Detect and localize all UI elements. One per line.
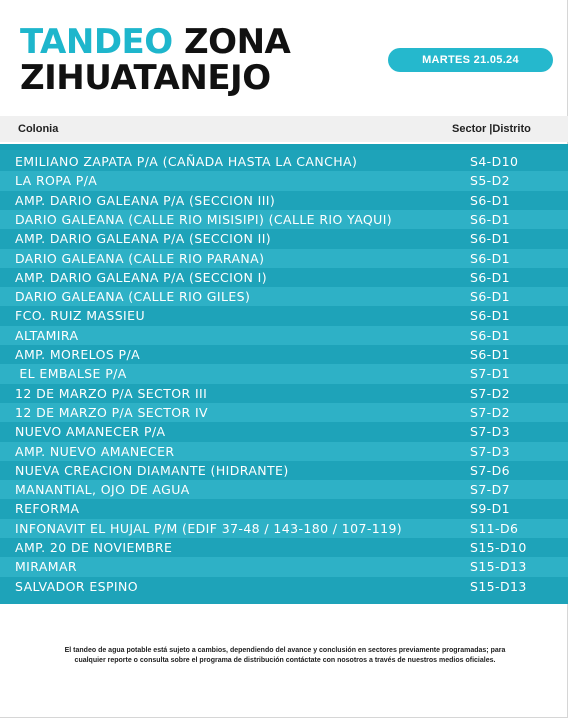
table-row (0, 384, 568, 403)
row-sector-distrito: S6-D1 (470, 231, 510, 247)
row-sector-distrito: S6-D1 (470, 192, 510, 208)
row-colonia: AMP. DARIO GALEANA P/A (SECCION II) (15, 231, 272, 247)
row-sector-distrito: S7-D3 (470, 443, 510, 459)
row-sector-distrito: S6-D1 (470, 347, 510, 362)
row-colonia: FCO. RUIZ MASSIEU (15, 308, 145, 324)
table-row (0, 268, 568, 287)
row-colonia: DARIO GALEANA (CALLE RIO GILES) (15, 289, 251, 305)
row-colonia: REFORMA (15, 501, 80, 517)
row-colonia: NUEVA CREACION DIAMANTE (HIDRANTE) (15, 462, 289, 478)
row-sector-distrito: S15-D13 (470, 559, 527, 575)
table-row (0, 403, 568, 422)
title-accent-word: TANDEO (20, 22, 173, 62)
table-row (0, 345, 568, 364)
table-top-rule (0, 144, 568, 150)
row-sector-distrito: S7-D1 (470, 366, 510, 382)
row-sector-distrito: S4-D10 (470, 154, 519, 169)
row-sector-distrito: S6-D1 (470, 327, 510, 343)
table-row (0, 480, 568, 499)
table-row (0, 538, 568, 557)
row-colonia: AMP. NUEVO AMANECER (15, 443, 175, 459)
table-row (0, 364, 568, 383)
table-row (0, 519, 568, 538)
table-row (0, 326, 568, 345)
row-colonia: EMILIANO ZAPATA P/A (CAÑADA HASTA LA CANCHA) (15, 154, 358, 169)
table-row (0, 171, 568, 190)
row-sector-distrito: S7-D6 (470, 462, 510, 478)
table-row (0, 306, 568, 325)
row-sector-distrito: S7-D3 (470, 424, 510, 440)
row-colonia: INFONAVIT EL HUJAL P/M (EDIF 37-48 / 143-180 / 107-119) (15, 520, 403, 536)
row-colonia: DARIO GALEANA (CALLE RIO PARANA) (15, 250, 265, 266)
row-sector-distrito: S6-D1 (470, 250, 510, 266)
row-colonia: SALVADOR ESPINO (15, 578, 138, 594)
row-sector-distrito: S6-D1 (470, 308, 510, 324)
table-row (0, 229, 568, 248)
row-sector-distrito: S6-D1 (470, 211, 510, 227)
row-colonia: AMP. DARIO GALEANA P/A (SECCION I) (15, 269, 267, 285)
row-colonia: 12 DE MARZO P/A SECTOR IV (15, 404, 208, 420)
row-colonia: NUEVO AMANECER P/A (15, 424, 166, 440)
table-row (0, 287, 568, 306)
title-location: ZIHUATANEJO (20, 58, 271, 98)
row-sector-distrito: S7-D2 (470, 404, 510, 420)
table-row (0, 210, 568, 229)
row-colonia: ALTAMIRA (15, 327, 79, 343)
row-sector-distrito: S15-D13 (470, 578, 527, 594)
row-sector-distrito: S9-D1 (470, 501, 510, 517)
page-title (20, 24, 290, 96)
row-colonia: MIRAMAR (15, 559, 78, 575)
row-colonia: EL EMBALSE P/A (15, 366, 127, 382)
table-row (0, 152, 568, 171)
row-sector-distrito: S7-D7 (470, 482, 510, 498)
row-colonia: LA ROPA P/A (15, 173, 98, 189)
schedule-table (0, 144, 568, 604)
row-colonia: AMP. DARIO GALEANA P/A (SECCION III) (15, 192, 276, 208)
row-sector-distrito: S6-D1 (470, 269, 510, 285)
title-zona-word: ZONA (184, 22, 291, 62)
row-colonia: DARIO GALEANA (CALLE RIO MISISIPI) (CALLE RIO YAQUI) (15, 211, 393, 227)
row-colonia: AMP. 20 DE NOVIEMBRE (15, 540, 173, 555)
table-row (0, 499, 568, 518)
column-header-sector: Sector |Distrito (452, 123, 531, 135)
row-sector-distrito: S15-D10 (470, 540, 527, 555)
row-colonia: AMP. MORELOS P/A (15, 347, 141, 362)
table-row (0, 422, 568, 441)
table-row (0, 191, 568, 210)
row-colonia: 12 DE MARZO P/A SECTOR III (15, 385, 208, 401)
row-sector-distrito: S6-D1 (470, 289, 510, 305)
column-header-colonia: Colonia (18, 123, 59, 135)
row-sector-distrito: S5-D2 (470, 173, 510, 189)
table-row (0, 461, 568, 480)
date-badge: MARTES 21.05.24 (388, 48, 553, 72)
row-sector-distrito: S7-D2 (470, 385, 510, 401)
table-row (0, 557, 568, 576)
row-sector-distrito: S11-D6 (470, 520, 519, 536)
row-colonia: MANANTIAL, OJO DE AGUA (15, 482, 190, 498)
disclaimer-text: El tandeo de agua potable está sujeto a cambios, dependiendo del avance y conclusión en sectores previamente programadas; para cualquier reporte o consulta sobre el programa de distribución contáctate con nosotros a través de nuestros medios oficiales. (64, 647, 506, 664)
table-row (0, 249, 568, 268)
table-row (0, 442, 568, 461)
table-row (0, 577, 568, 596)
